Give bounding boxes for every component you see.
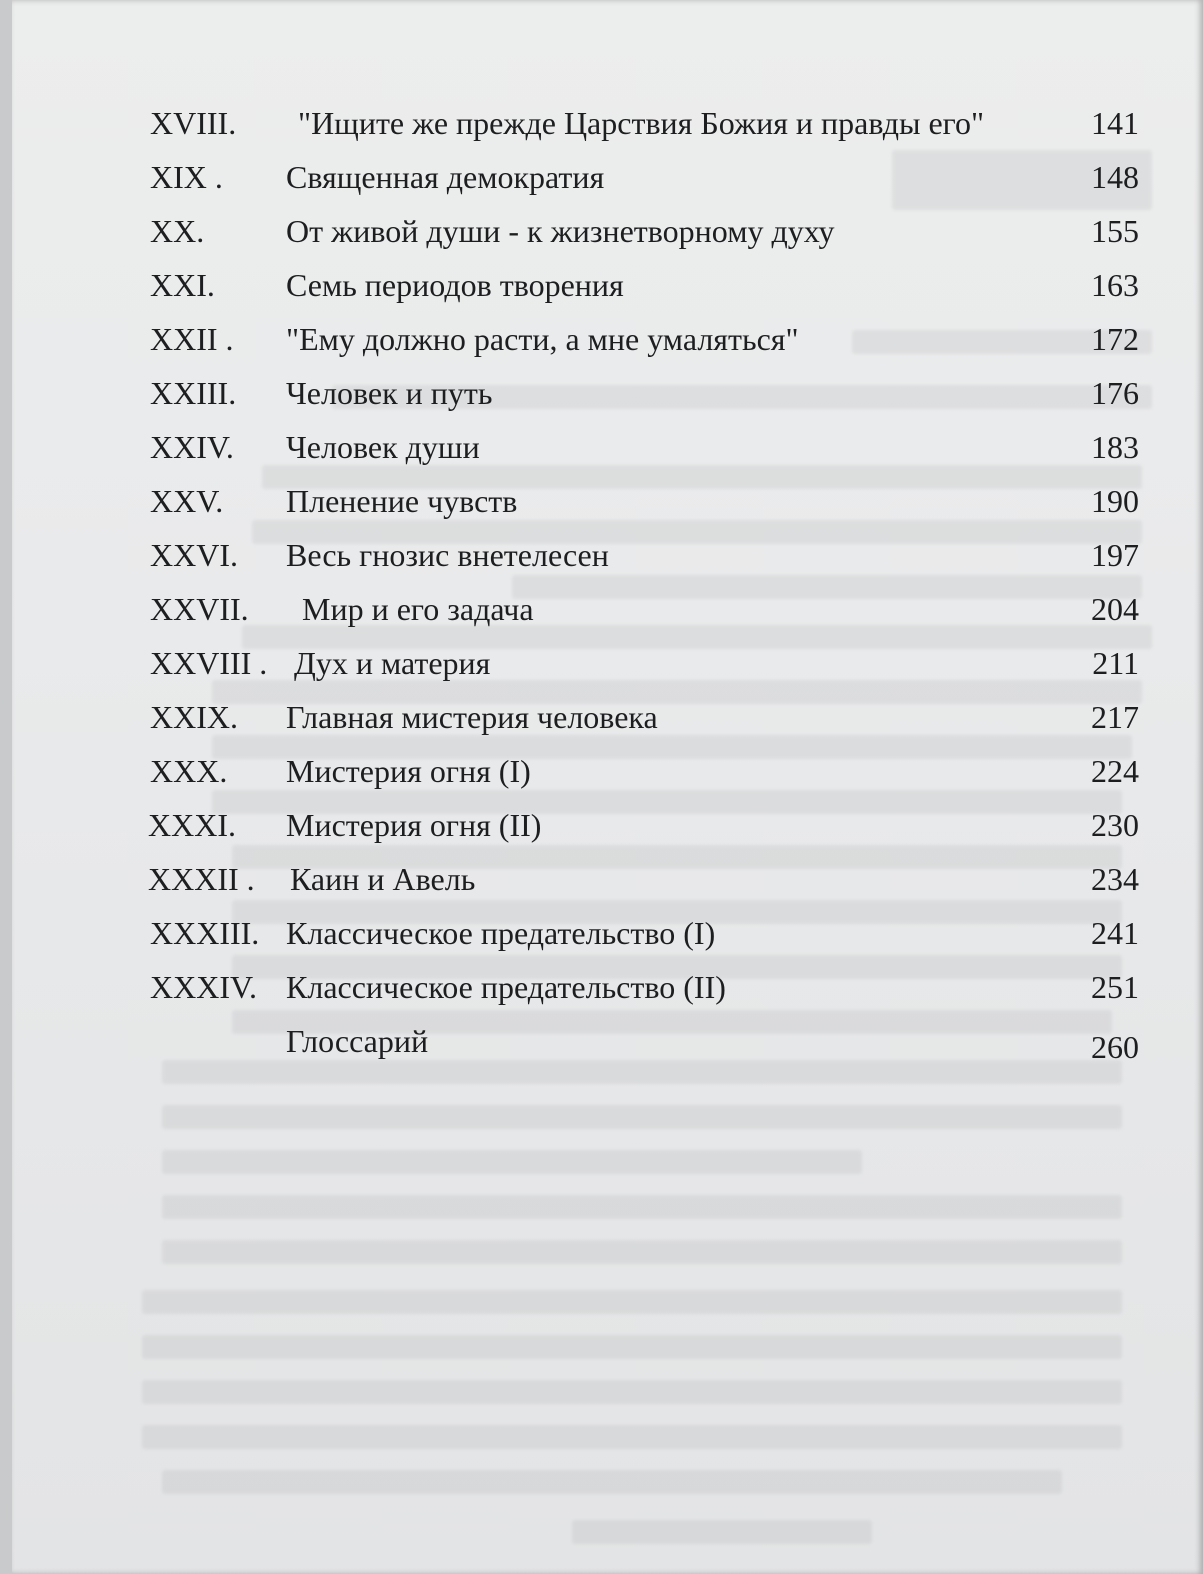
page-number: 163	[1091, 267, 1139, 303]
chapter-title: "Ему должно расти, а мне умаляться"	[286, 321, 799, 357]
toc-entry	[0, 638, 1191, 688]
toc-entry	[0, 1016, 1191, 1066]
chapter-title: Классическое предательство (II)	[286, 969, 726, 1005]
page-number: 155	[1091, 213, 1139, 249]
chapter-number: XXI.	[150, 267, 215, 303]
chapter-title: Человек души	[286, 429, 480, 465]
page-number: 204	[1091, 591, 1139, 627]
page-number: 241	[1091, 915, 1139, 951]
toc-entry	[0, 368, 1191, 418]
chapter-title: Каин и Авель	[290, 861, 476, 897]
toc-entry	[0, 422, 1191, 472]
page-number: 260	[1091, 1029, 1139, 1065]
page-number: 224	[1091, 753, 1139, 789]
toc-entry	[0, 908, 1191, 958]
toc-entry	[0, 152, 1191, 202]
chapter-number: XVIII.	[150, 105, 237, 141]
chapter-title: Весь гнозис внетелесен	[286, 537, 609, 573]
chapter-title: Глоссарий	[286, 1023, 429, 1059]
page-number: 190	[1091, 483, 1139, 519]
page-number: 211	[1092, 645, 1139, 681]
page-number: 183	[1091, 429, 1139, 465]
toc-entry	[0, 476, 1191, 526]
toc-entry	[0, 584, 1191, 634]
chapter-title: Священная демократия	[286, 159, 605, 195]
chapter-number: XXIII.	[150, 375, 237, 411]
chapter-title: Пленение чувств	[286, 483, 518, 519]
page-number: 217	[1091, 699, 1139, 735]
chapter-number: XXXI.	[148, 807, 236, 843]
page-number: 234	[1091, 861, 1139, 897]
chapter-number: XXII .	[150, 321, 234, 357]
chapter-number: XXVI.	[150, 537, 238, 573]
toc-entry	[0, 962, 1191, 1012]
chapter-title: Мистерия огня (II)	[286, 807, 542, 843]
chapter-number: XXX.	[150, 753, 228, 789]
toc-entry	[0, 260, 1191, 310]
toc-entry	[0, 746, 1191, 796]
toc-entry	[0, 206, 1191, 256]
chapter-number: XXXIII.	[150, 915, 260, 951]
chapter-title: От живой души - к жизнетворному духу	[286, 213, 835, 249]
chapter-title: "Ищите же прежде Царствия Божия и правды его"	[298, 105, 985, 141]
page-number: 230	[1091, 807, 1139, 843]
chapter-title: Главная мистерия человека	[286, 699, 658, 735]
page-number: 141	[1091, 105, 1139, 141]
toc-entry	[0, 800, 1191, 850]
toc-entry	[0, 854, 1191, 904]
chapter-number: XXVII.	[150, 591, 249, 627]
page-number: 251	[1091, 969, 1139, 1005]
chapter-number: XXVIII .	[150, 645, 268, 681]
toc-entry	[0, 98, 1191, 148]
page-number: 148	[1091, 159, 1139, 195]
chapter-number: XX.	[150, 213, 205, 249]
chapter-title: Мир и его задача	[302, 591, 534, 627]
chapter-title: Дух и материя	[294, 645, 491, 681]
chapter-title: Семь периодов творения	[286, 267, 624, 303]
toc-entry	[0, 692, 1191, 742]
page-number: 197	[1091, 537, 1139, 573]
chapter-title: Мистерия огня (I)	[286, 753, 531, 789]
toc-entry	[0, 314, 1191, 364]
chapter-number: XXV.	[150, 483, 224, 519]
chapter-number: XXXIV.	[150, 969, 257, 1005]
page-number: 176	[1091, 375, 1139, 411]
chapter-number: XXIV.	[150, 429, 234, 465]
chapter-title: Классическое предательство (I)	[286, 915, 716, 951]
chapter-number: XXIX.	[150, 699, 238, 735]
page-number: 172	[1091, 321, 1139, 357]
toc-entry	[0, 530, 1191, 580]
chapter-number: XIX .	[150, 159, 223, 195]
chapter-number: XXXII .	[148, 861, 255, 897]
chapter-title: Человек и путь	[286, 375, 493, 411]
